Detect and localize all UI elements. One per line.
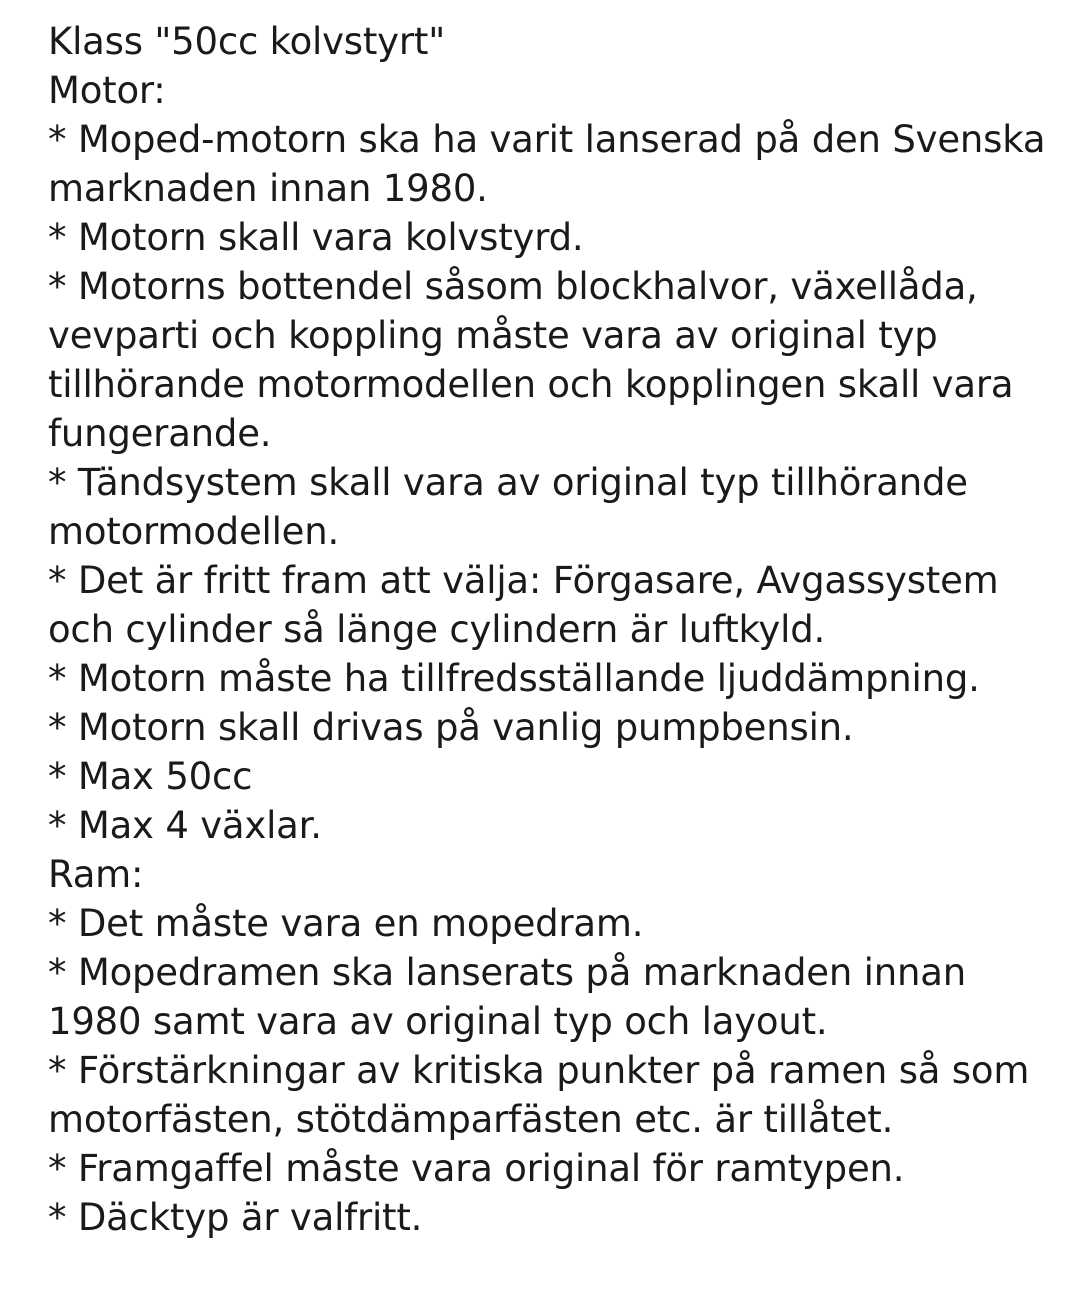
- document-title: Klass "50cc kolvstyrt": [48, 20, 446, 63]
- rule-item: * Framgaffel måste vara original för ramtypen.: [48, 1147, 905, 1190]
- section-heading-ram: Ram:: [48, 853, 144, 896]
- rule-item: * Max 50cc: [48, 755, 253, 798]
- rule-item: * Motorn skall vara kolvstyrd.: [48, 216, 584, 259]
- rule-item: * Motorns bottendel såsom blockhalvor, växellåda, vevparti och koppling måste vara av original typ tillhörande motormodellen och kopplingen skall vara fungerande.: [48, 265, 1025, 455]
- rule-item: * Däcktyp är valfritt.: [48, 1196, 423, 1239]
- section-heading-motor: Motor:: [48, 69, 166, 112]
- rule-item: * Motorn skall drivas på vanlig pumpbensin.: [48, 706, 854, 749]
- rule-item: * Det är fritt fram att välja: Förgasare, Avgassystem och cylinder så länge cylindern är luftkyld.: [48, 559, 1011, 651]
- rule-item: * Motorn måste ha tillfredsställande ljuddämpning.: [48, 657, 980, 700]
- rule-item: * Moped-motorn ska ha varit lanserad på den Svenska marknaden innan 1980.: [48, 118, 1057, 210]
- rule-item: * Mopedramen ska lanserats på marknaden innan 1980 samt vara av original typ och layout.: [48, 951, 978, 1043]
- rule-item: * Tändsystem skall vara av original typ tillhörande motormodellen.: [48, 461, 980, 553]
- rule-item: * Förstärkningar av kritiska punkter på ramen så som motorfästen, stötdämparfästen etc. är tillåtet.: [48, 1049, 1041, 1141]
- rule-item: * Det måste vara en mopedram.: [48, 902, 644, 945]
- rule-item: * Max 4 växlar.: [48, 804, 322, 847]
- document-body: [48, 17, 1058, 1242]
